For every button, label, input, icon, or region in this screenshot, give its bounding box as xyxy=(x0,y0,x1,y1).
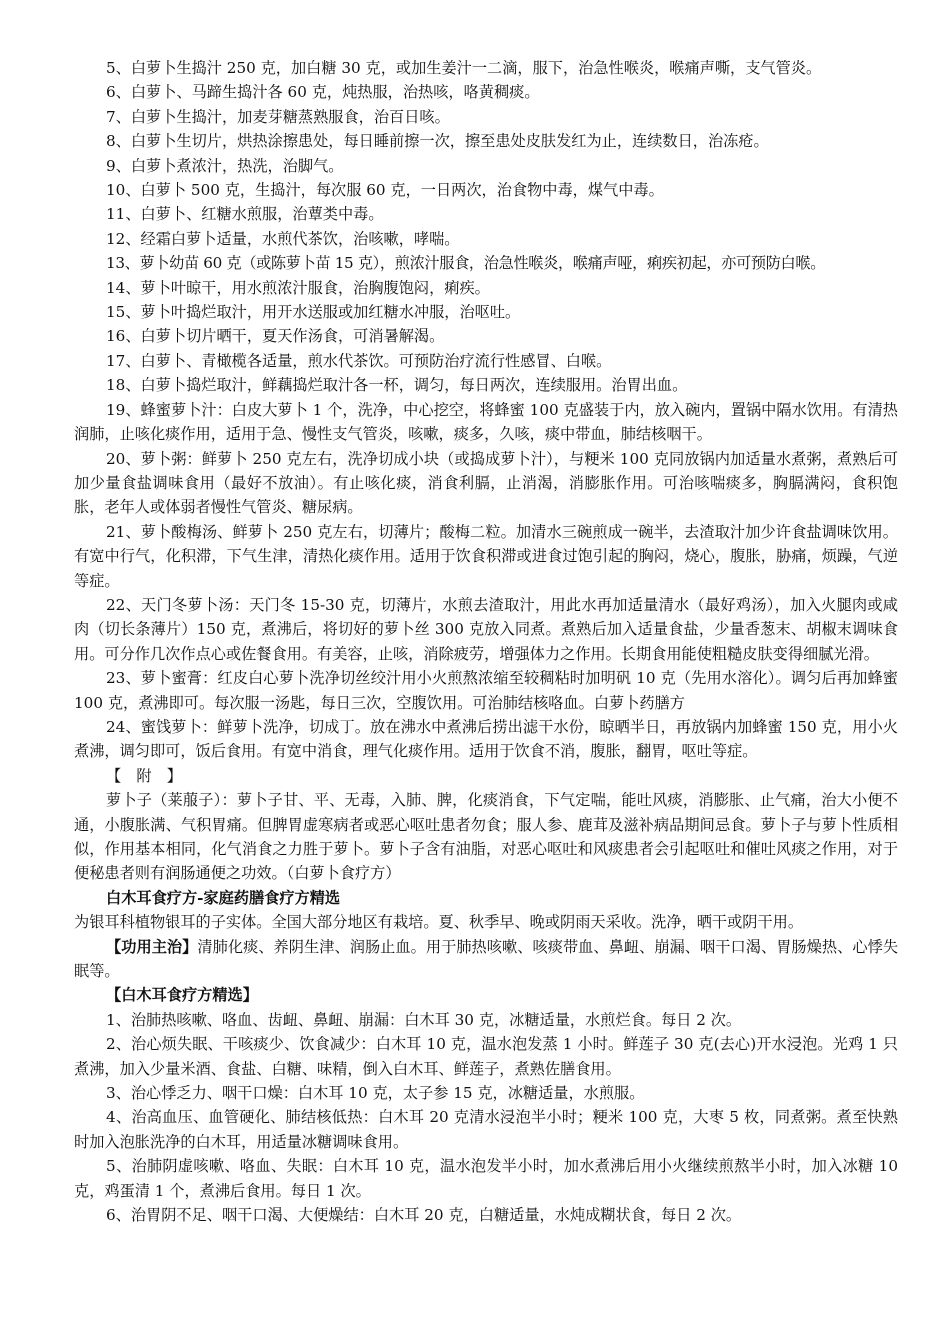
radish-item: 14、萝卜叶晾干，用水煎浓汁服食，治胸腹饱闷，痢疾。 xyxy=(106,278,490,297)
fungus-item: 4、治高血压、血管硬化、肺结核低热：白木耳 20 克清水浸泡半小时；粳米 100 克，大枣 5 枚，同煮粥。煮至快熟时加入泡胀洗净的白木耳，用适量冰糖调味食用。 xyxy=(74,1108,898,1151)
radish-item: 18、白萝卜捣烂取汁，鲜藕捣烂取汁各一杯，调匀，每日两次，连续服用。治胃出血。 xyxy=(106,376,688,395)
radish-item: 13、萝卜幼苗 60 克（或陈萝卜苗 15 克），煎浓汁服食，治急性喉炎，喉痛声哑，痢疾初起，亦可预防白喉。 xyxy=(106,254,826,273)
fungus-item: 6、治胃阴不足、咽干口渴、大便燥结：白木耳 20 克，白糖适量，水炖成糊状食，每日 2 次。 xyxy=(106,1206,742,1225)
radish-item: 23、萝卜蜜膏：红皮白心萝卜洗净切丝绞汁用小火煎熬浓缩至较稠粘时加明矾 10 克（先用水溶化）。调匀后再加蜂蜜 100 克，煮沸即可。每次服一汤匙，每日三次，空腹饮用。可治肺结核咯血。白萝卜药膳方 xyxy=(74,669,898,712)
radish-item: 5、白萝卜生捣汁 250 克，加白糖 30 克，或加生姜汁一二滴，服下，治急性喉炎，喉痛声嘶，支气管炎。 xyxy=(106,59,822,77)
radish-item: 21、萝卜酸梅汤、鲜萝卜 250 克左右，切薄片；酸梅二粒。加清水三碗煎成一碗半，去渣取汁加少许食盐调味饮用。有宽中行气，化积滞，下气生津，清热化痰作用。适用于饮食积滞或进食过饱引起的胸闷，烧心，腹胀，胁痛，烦躁，气逆等症。 xyxy=(74,522,898,590)
radish-item: 8、白萝卜生切片，烘热涂擦患处，每日睡前擦一次，擦至患处皮肤发红为止，连续数日，治冻疮。 xyxy=(106,132,769,151)
document-body xyxy=(74,56,898,1228)
radish-item: 10、白萝卜 500 克，生捣汁，每次服 60 克，一日两次，治食物中毒，煤气中毒。 xyxy=(106,181,664,200)
function-paragraph xyxy=(74,935,898,984)
radish-item: 15、萝卜叶捣烂取汁，用开水送服或加红糖水冲服，治呕吐。 xyxy=(106,303,521,322)
radish-item: 20、萝卜粥：鲜萝卜 250 克左右，洗净切成小块（或捣成萝卜汁），与粳米 100 克同放锅内加适量水煮粥，煮熟后可加少量食盐调味食用（最好不放油）。有止咳化痰，消食利膈，止消渴，消膨胀作用。可治咳喘痰多，胸膈满闷，食积饱胀，老年人或体弱者慢性气管炎、糖尿病。 xyxy=(74,449,898,517)
function-label: 【功用主治】 xyxy=(106,937,198,956)
radish-item: 17、白萝卜、青橄榄各适量，煎水代茶饮。可预防治疗流行性感冒、白喉。 xyxy=(106,351,612,370)
fungus-item: 3、治心悸乏力、咽干口燥：白木耳 10 克，太子参 15 克，冰糖适量，水煎服。 xyxy=(106,1084,645,1103)
fungus-item: 1、治肺热咳嗽、咯血、齿衄、鼻衄、崩漏：白木耳 30 克，冰糖适量，水煎烂食。每日 2 次。 xyxy=(106,1010,742,1029)
fungus-item: 5、治肺阴虚咳嗽、咯血、失眠：白木耳 10 克，温水泡发半小时，加水煮沸后用小火继续煎熬半小时，加入冰糖 10 克，鸡蛋清 1 个，煮沸后食用。每日 1 次。 xyxy=(74,1157,898,1200)
appendix-heading: 【 附 】 xyxy=(106,766,182,785)
radish-item: 9、白萝卜煮浓汁，热洗，治脚气。 xyxy=(106,156,344,175)
radish-item: 12、经霜白萝卜适量，水煎代茶饮，治咳嗽，哮喘。 xyxy=(106,229,460,248)
appendix-text: 萝卜子（莱菔子）：萝卜子甘、平、无毒，入肺、脾，化痰消食，下气定喘，能吐风痰，消膨胀、止气痛，治大小便不通，小腹胀满、气积胃痛。但脾胃虚寒病者或恶心呕吐患者勿食；服人参、鹿茸及滋补病品期间忌食。萝卜子与萝卜性质相似，作用基本相同，化气消食之力胜于萝卜。萝卜子含有油脂，对恶心呕吐和风痰患者会引起呕吐和催吐风痰之作用，对于便秘患者则有润肠通便之功效。（白萝卜食疗方） xyxy=(74,791,898,883)
radish-item: 19、蜂蜜萝卜汁：白皮大萝卜 1 个，洗净，中心挖空，将蜂蜜 100 克盛装于内，放入碗内，置锅中隔水饮用。有清热润肺，止咳化痰作用，适用于急、慢性支气管炎，咳嗽，痰多，久咳，痰中带血，肺结核咽干。 xyxy=(74,400,898,444)
radish-item: 22、天门冬萝卜汤：天门冬 15-30 克，切薄片，水煎去渣取汁，用此水再加适量清水（最好鸡汤），加入火腿肉或咸肉（切长条薄片）150 克，煮沸后，将切好的萝卜丝 300 克放入同煮。煮熟后加入适量食盐，少量香葱末、胡椒末调味食用。可分作几次作点心或佐餐食用。有美容，止咳，消除疲劳，增强体力之作用。长期食用能使粗糙皮肤变得细腻光滑。 xyxy=(74,595,898,663)
radish-item: 24、蜜饯萝卜：鲜萝卜洗净，切成丁。放在沸水中煮沸后捞出滤干水份，晾晒半日，再放锅内加蜂蜜 150 克，用小火煮沸，调匀即可，饭后食用。有宽中消食，理气化痰作用。适用于饮食不消，腹胀，翻胃，呕吐等症。 xyxy=(74,717,898,761)
radish-item: 7、白萝卜生捣汁，加麦芽糖蒸熟服食，治百日咳。 xyxy=(106,107,450,126)
radish-item: 16、白萝卜切片晒干，夏天作汤食，可消暑解渴。 xyxy=(106,327,445,346)
fungus-sub-heading: 【白木耳食疗方精选】 xyxy=(106,986,258,1005)
function-text: 清肺化痰、养阴生津、润肠止血。用于肺热咳嗽、咳痰带血、鼻衄、崩漏、咽干口渴、胃肠燥热、心悸失眠等。 xyxy=(74,937,899,981)
fungus-intro: 为银耳科植物银耳的子实体。全国大部分地区有栽培。夏、秋季早、晚或阴雨天采收。洗净，晒干或阴干用。 xyxy=(74,913,803,932)
radish-item: 11、白萝卜、红糖水煎服，治蕈类中毒。 xyxy=(106,205,384,224)
radish-item: 6、白萝卜、马蹄生捣汁各 60 克，炖热服，治热咳，咯黄稠痰。 xyxy=(106,83,540,102)
fungus-section-title: 白木耳食疗方-家庭药膳食疗方精选 xyxy=(106,888,341,907)
fungus-item: 2、治心烦失眠、干咳痰少、饮食减少：白木耳 10 克，温水泡发蒸 1 小时。鲜莲子 30 克(去心)开水浸泡。光鸡 1 只煮沸，加入少量米酒、食盐、白糖、味精，倒入白木耳、鲜莲子，煮熟佐膳食用。 xyxy=(74,1035,898,1078)
